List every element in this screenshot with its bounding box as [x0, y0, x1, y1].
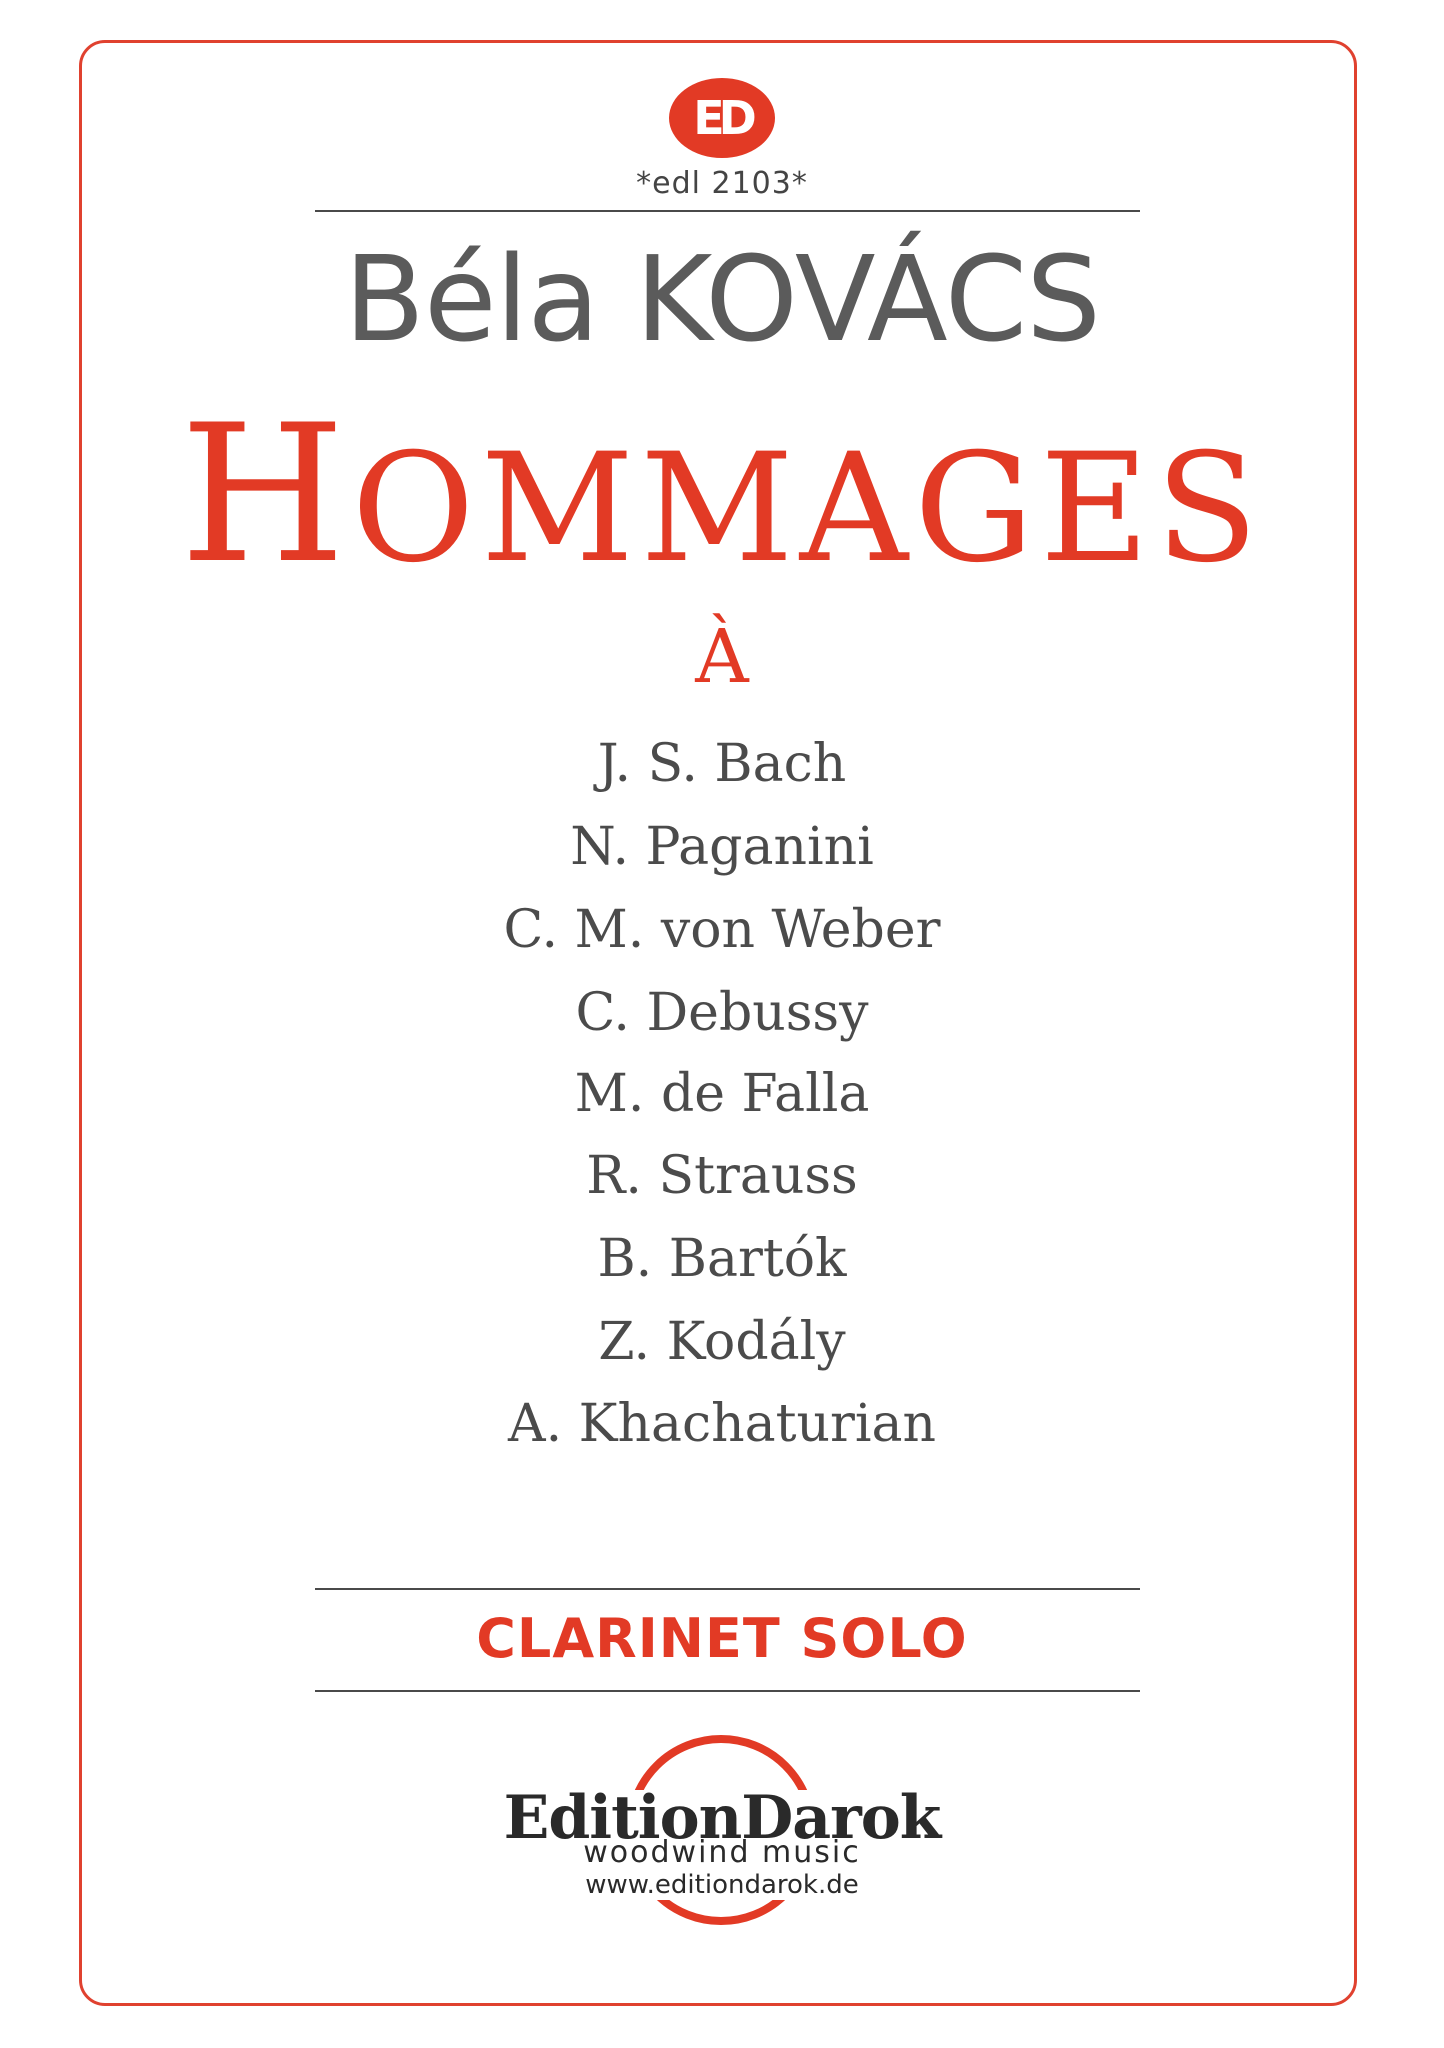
dedicatee-item: N. Paganini [570, 817, 874, 877]
publisher-url: www.editiondarok.de [585, 1870, 859, 1900]
dedicatee-item: M. de Falla [574, 1064, 870, 1124]
instrument-divider-bottom [315, 1690, 1140, 1692]
dedicatee-item: J. S. Bach [597, 734, 847, 794]
publisher-name-second: Darok [741, 1783, 941, 1853]
publisher-name-first: Edition [503, 1783, 742, 1853]
series-logo-text: ED [693, 91, 751, 145]
title-rest: OMMAGES [351, 422, 1265, 596]
instrument-divider-top [315, 1588, 1140, 1590]
dedicatee-item: Z. Kodály [598, 1312, 846, 1372]
top-divider [315, 210, 1140, 212]
dedicatee-item: B. Bartók [597, 1229, 847, 1289]
composer-name: Béla KOVÁCS [344, 230, 1100, 368]
instrumentation-label: CLARINET SOLO [476, 1607, 968, 1670]
dedication-preposition: À [695, 614, 749, 700]
dedicatee-item: C. Debussy [575, 983, 869, 1043]
dedicatee-item: A. Khachaturian [508, 1394, 936, 1454]
work-title [0, 384, 1444, 605]
series-logo [669, 78, 775, 158]
title-initial: H [179, 384, 352, 605]
dedicatee-item: R. Strauss [586, 1146, 858, 1206]
dedicatee-item: C. M. von Weber [503, 900, 941, 960]
catalog-number: *edl 2103* [636, 166, 808, 201]
publisher-tagline: woodwind music [583, 1835, 861, 1870]
